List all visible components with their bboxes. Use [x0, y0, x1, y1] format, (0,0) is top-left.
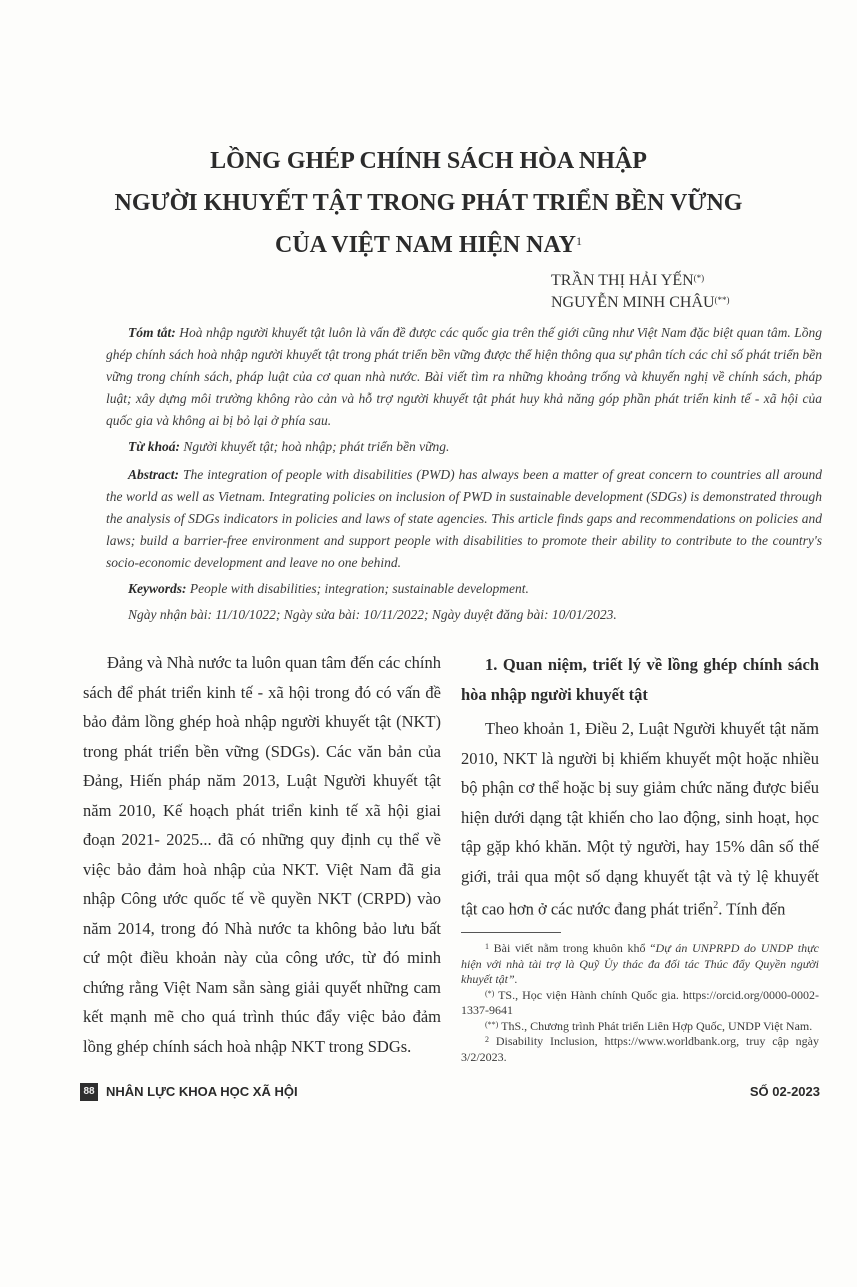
keywords-vietnamese: Từ khoá: Người khuyết tật; hoà nhập; phát triển bền vững.	[128, 439, 450, 454]
keywords-english: Keywords: People with disabilities; integration; sustainable development.	[128, 581, 529, 596]
author: TRẦN THỊ HẢI YẾN(*)	[551, 272, 705, 289]
summary-label: Tóm tắt:	[128, 325, 176, 340]
body-columns	[83, 648, 820, 1065]
authors	[551, 270, 857, 314]
footnote-author-1: (*) TS., Học viện Hành chính Quốc gia. https://orcid.org/0000-0002-1337-9641	[461, 987, 819, 1017]
footnote-2: $^2$ Disability Inclusion, https://www.worldbank.org, truy cập ngày 3/2/2023.	[461, 1034, 820, 1064]
page-number: 88	[80, 1083, 98, 1101]
footnote-author-2: (**) ThS., Chương trình Phát triển Liên Hợp Quốc, UNDP Việt Nam.	[485, 1018, 813, 1033]
abstract-label: Abstract:	[128, 467, 180, 482]
footnote-ref[interactable]: 2	[713, 900, 719, 911]
title-line: CỦA VIỆT NAM HIỆN NAY$^1$	[275, 232, 582, 258]
author-footnote-mark[interactable]: (*)	[693, 273, 705, 283]
footnotes	[461, 941, 819, 1065]
footnote-divider	[461, 932, 561, 933]
title-line: LỒNG GHÉP CHÍNH SÁCH HÒA NHẬP	[210, 148, 647, 174]
section-body: Theo khoản 1, Điều 2, Luật Người khuyết tật năm 2010, NKT là người bị khiếm khuyết một hoặc nhiều bộ phận cơ thể hoặc bị suy giảm chức năng được biểu hiện dưới dạng tật khiến cho lao động, sinh hoạt, học tập gặp khó khăn. Một tỷ người, hay 15% dân số thế giới, trải qua một số dạng khuyết tật và tỷ lệ khuyết tật cao hơn ở các nước đang phát triển$^2$. Tính đến	[461, 719, 820, 919]
orcid-link[interactable]: org/0000-0002-1337-9641	[461, 987, 819, 1017]
body-column-right	[461, 648, 819, 1065]
journal-name: NHÂN LỰC KHOA HỌC XÃ HỘI	[106, 1084, 298, 1099]
title-line: NGƯỜI KHUYẾT TẬT TRONG PHÁT TRIỂN BỀN VỮNG	[114, 190, 743, 216]
abstract-english: Abstract: The integration of people with disabilities (PWD) has always been a matter of great concern to countries all around the world as well as Vietnam. Integrating policies on inclusion of PWD in sustainable development (SDGs) is demonstrated through the analysis of SDGs indicators in policies and laws of state agencies. This article finds gaps and recommendations on policies and laws; build a barrier-free environment and support people with disabilities to promote their ability to contribute to the country's socio-economic development and leave no one behind. Keywords: People with disabilities; integration; sustainable development. Ngày nhận bài: 11/10/1022; Ngày sửa bài: 10/11/2022; Ngày duyệt đăng bài: 10/01/2023.	[106, 464, 822, 626]
title-footnote-mark[interactable]: 1	[575, 234, 582, 248]
author-footnote-mark[interactable]: (**)	[714, 295, 730, 305]
body-column-left: Đảng và Nhà nước ta luôn quan tâm đến các chính sách để phát triển kinh tế - xã hội trong đó có vấn đề bảo đảm lồng ghép hoà nhập người khuyết tật (NKT) trong phát triển bền vững (SDGs). Các văn bản của Đảng, Hiến pháp năm 2013, Luật Người khuyết tật năm 2010, Kế hoạch phát triển kinh tế xã hội giai đoạn 2021- 2025... đã có những quy định cụ thể về việc bảo đảm hoà nhập của NKT. Việt Nam đã gia nhập Công ước quốc tế về quyền NKT (CRPD) vào năm 2014, trong đó Nhà nước ta không bảo lưu bất cứ một điều khoản này của công ước, từ đó minh chứng rằng Việt Nam sẵn sàng giải quyết những cam kết mạnh mẽ cho quá trình thúc đẩy việc bảo đảm lồng ghép chính sách hoà nhập NKT trong SDGs.	[83, 653, 442, 1056]
summary-vietnamese: Tóm tắt: Hoà nhập người khuyết tật luôn là vấn đề được các quốc gia trên thế giới cũng như Việt Nam đặc biệt quan tâm. Lồng ghép chính sách hoà nhập người khuyết tật trong phát triển bền vững được thể hiện thông qua sự phân tích các chỉ số phát triển bền vững trong chính sách, pháp luật của cơ quan nhà nước. Bài viết tìm ra những khoảng trống và khuyến nghị về chính sách, pháp luật; xây dựng môi trường không rào cản và hỗ trợ người khuyết tật phát huy khả năng góp phần phát triển kinh tế - xã hội của quốc gia và không ai bị bỏ lại ở phía sau. Từ khoá: Người khuyết tật; hoà nhập; phát triển bền vững.	[106, 322, 822, 458]
author: NGUYỄN MINH CHÂU(**)	[551, 294, 730, 311]
submission-dates: Ngày nhận bài: 11/10/1022; Ngày sửa bài: 10/11/2022; Ngày duyệt đăng bài: 10/01/2023.	[128, 607, 617, 622]
issue-number: SỐ 02-2023	[749, 1084, 820, 1099]
section-heading: 1. Quan niệm, triết lý về lồng ghép chính sách hòa nhập người khuyết tật	[461, 655, 820, 704]
page-footer	[80, 1083, 820, 1105]
footnote-1: $^1$ Bài viết nằm trong khuôn khổ “Dự án UNPRPD do UNDP thực hiện với nhà tài trợ là Quỹ Ủy thác đa đối tác Thúc đẩy Quyền người khuyết tật”.	[461, 941, 820, 986]
article-title	[0, 0, 857, 266]
